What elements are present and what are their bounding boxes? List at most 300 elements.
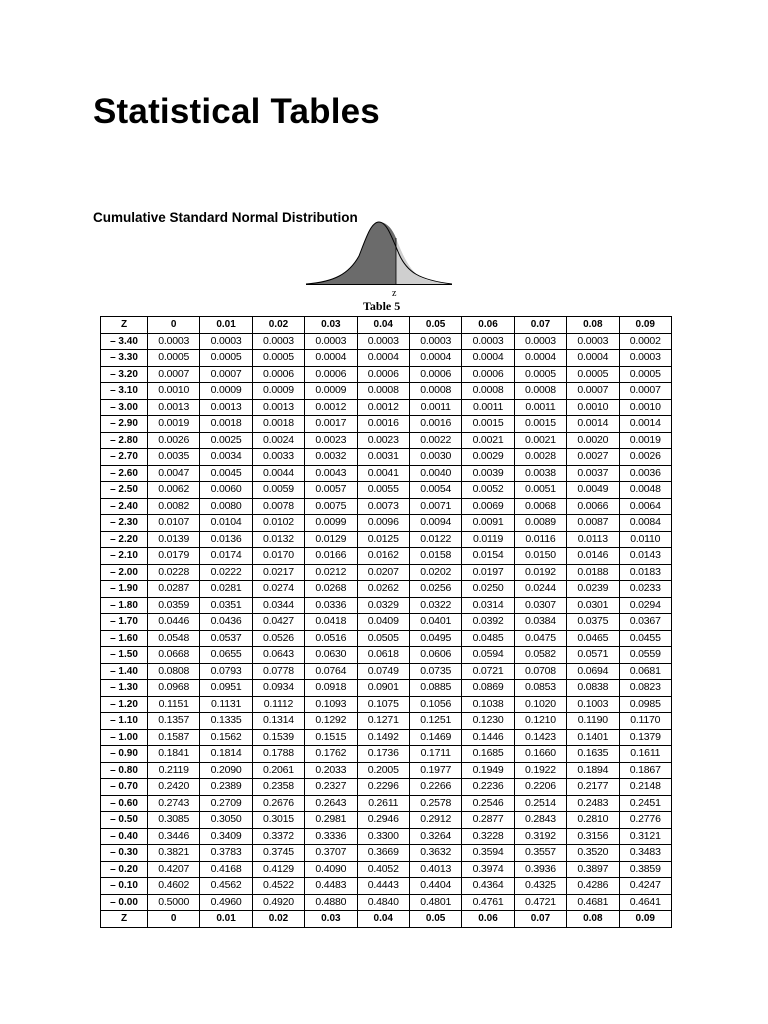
probability-cell: 0.2061 xyxy=(252,762,304,779)
probability-cell: 0.0336 xyxy=(305,597,357,614)
probability-cell: 0.0367 xyxy=(619,614,671,631)
probability-cell: 0.2981 xyxy=(305,812,357,829)
probability-cell: 0.0548 xyxy=(148,630,200,647)
row-z-value: – 0.40 xyxy=(101,828,148,845)
probability-cell: 0.0901 xyxy=(357,680,409,697)
probability-cell: 0.0040 xyxy=(409,465,461,482)
probability-cell: 0.0035 xyxy=(148,449,200,466)
probability-cell: 0.2912 xyxy=(409,812,461,829)
probability-cell: 0.0951 xyxy=(200,680,252,697)
table-row xyxy=(101,812,672,829)
probability-cell: 0.0003 xyxy=(252,333,304,350)
probability-cell: 0.3228 xyxy=(462,828,514,845)
row-z-value: – 3.00 xyxy=(101,399,148,416)
probability-cell: 0.0028 xyxy=(514,449,566,466)
probability-cell: 0.0016 xyxy=(357,416,409,433)
probability-cell: 0.0094 xyxy=(409,515,461,532)
probability-cell: 0.2546 xyxy=(462,795,514,812)
probability-cell: 0.0038 xyxy=(514,465,566,482)
probability-cell: 0.0154 xyxy=(462,548,514,565)
row-z-value: – 0.60 xyxy=(101,795,148,812)
probability-cell: 0.0294 xyxy=(619,597,671,614)
probability-cell: 0.0023 xyxy=(357,432,409,449)
table-row xyxy=(101,531,672,548)
probability-cell: 0.0268 xyxy=(305,581,357,598)
probability-cell: 0.4522 xyxy=(252,878,304,895)
probability-cell: 0.0301 xyxy=(567,597,619,614)
probability-cell: 0.0485 xyxy=(462,630,514,647)
probability-cell: 0.1292 xyxy=(305,713,357,730)
probability-cell: 0.0409 xyxy=(357,614,409,631)
probability-cell: 0.0694 xyxy=(567,663,619,680)
table-row xyxy=(101,449,672,466)
probability-cell: 0.0005 xyxy=(148,350,200,367)
probability-cell: 0.0071 xyxy=(409,498,461,515)
probability-cell: 0.0003 xyxy=(514,333,566,350)
probability-cell: 0.0004 xyxy=(567,350,619,367)
curve-tail-region xyxy=(396,238,452,284)
probability-cell: 0.2206 xyxy=(514,779,566,796)
probability-cell: 0.0082 xyxy=(148,498,200,515)
probability-cell: 0.0668 xyxy=(148,647,200,664)
probability-cell: 0.1056 xyxy=(409,696,461,713)
probability-cell: 0.0062 xyxy=(148,482,200,499)
probability-cell: 0.0655 xyxy=(200,647,252,664)
table-row xyxy=(101,713,672,730)
row-z-value: – 0.90 xyxy=(101,746,148,763)
probability-cell: 0.1788 xyxy=(252,746,304,763)
probability-cell: 0.2266 xyxy=(409,779,461,796)
probability-cell: 0.1587 xyxy=(148,729,200,746)
probability-cell: 0.0526 xyxy=(252,630,304,647)
probability-cell: 0.0008 xyxy=(514,383,566,400)
probability-cell: 0.2296 xyxy=(357,779,409,796)
probability-cell: 0.0054 xyxy=(409,482,461,499)
probability-cell: 0.0057 xyxy=(305,482,357,499)
probability-cell: 0.0022 xyxy=(409,432,461,449)
probability-cell: 0.4364 xyxy=(462,878,514,895)
probability-cell: 0.0495 xyxy=(409,630,461,647)
table-row xyxy=(101,333,672,350)
row-z-value: – 0.20 xyxy=(101,861,148,878)
probability-cell: 0.0010 xyxy=(567,399,619,416)
table-row xyxy=(101,482,672,499)
row-z-value: – 1.20 xyxy=(101,696,148,713)
probability-cell: 0.0250 xyxy=(462,581,514,598)
probability-cell: 0.0125 xyxy=(357,531,409,548)
probability-cell: 0.0202 xyxy=(409,564,461,581)
table-subtitle: Cumulative Standard Normal Distribution xyxy=(93,210,358,225)
probability-cell: 0.0018 xyxy=(252,416,304,433)
probability-cell: 0.3050 xyxy=(200,812,252,829)
probability-cell: 0.1736 xyxy=(357,746,409,763)
probability-cell: 0.1230 xyxy=(462,713,514,730)
probability-cell: 0.0329 xyxy=(357,597,409,614)
probability-cell: 0.1401 xyxy=(567,729,619,746)
probability-cell: 0.0045 xyxy=(200,465,252,482)
probability-cell: 0.0217 xyxy=(252,564,304,581)
probability-cell: 0.0322 xyxy=(409,597,461,614)
probability-cell: 0.1357 xyxy=(148,713,200,730)
table-row xyxy=(101,663,672,680)
row-z-value: – 2.90 xyxy=(101,416,148,433)
probability-cell: 0.0013 xyxy=(200,399,252,416)
row-z-value: – 0.10 xyxy=(101,878,148,895)
probability-cell: 0.0031 xyxy=(357,449,409,466)
probability-cell: 0.0274 xyxy=(252,581,304,598)
probability-cell: 0.3745 xyxy=(252,845,304,862)
probability-cell: 0.4325 xyxy=(514,878,566,895)
probability-cell: 0.1515 xyxy=(305,729,357,746)
probability-cell: 0.0885 xyxy=(409,680,461,697)
probability-cell: 0.1093 xyxy=(305,696,357,713)
probability-cell: 0.1151 xyxy=(148,696,200,713)
probability-cell: 0.3821 xyxy=(148,845,200,862)
probability-cell: 0.4052 xyxy=(357,861,409,878)
probability-cell: 0.1271 xyxy=(357,713,409,730)
probability-cell: 0.2327 xyxy=(305,779,357,796)
probability-cell: 0.0102 xyxy=(252,515,304,532)
probability-cell: 0.3300 xyxy=(357,828,409,845)
probability-cell: 0.0026 xyxy=(619,449,671,466)
table-footer xyxy=(101,911,672,928)
probability-cell: 0.0091 xyxy=(462,515,514,532)
probability-cell: 0.0934 xyxy=(252,680,304,697)
probability-cell: 0.0011 xyxy=(462,399,514,416)
footer-cell: 0.05 xyxy=(409,911,461,928)
header-cell: 0.06 xyxy=(462,317,514,334)
probability-cell: 0.0233 xyxy=(619,581,671,598)
table-row xyxy=(101,894,672,911)
probability-cell: 0.0401 xyxy=(409,614,461,631)
probability-cell: 0.3897 xyxy=(567,861,619,878)
row-z-value: – 2.80 xyxy=(101,432,148,449)
probability-cell: 0.0007 xyxy=(200,366,252,383)
probability-cell: 0.1949 xyxy=(462,762,514,779)
probability-cell: 0.0021 xyxy=(462,432,514,449)
probability-cell: 0.3859 xyxy=(619,861,671,878)
table-row xyxy=(101,696,672,713)
probability-cell: 0.1611 xyxy=(619,746,671,763)
row-z-value: – 0.30 xyxy=(101,845,148,862)
probability-cell: 0.1075 xyxy=(357,696,409,713)
probability-cell: 0.0537 xyxy=(200,630,252,647)
probability-cell: 0.1335 xyxy=(200,713,252,730)
probability-cell: 0.0968 xyxy=(148,680,200,697)
table-row xyxy=(101,729,672,746)
probability-cell: 0.1814 xyxy=(200,746,252,763)
probability-cell: 0.0011 xyxy=(409,399,461,416)
probability-cell: 0.2389 xyxy=(200,779,252,796)
probability-cell: 0.0594 xyxy=(462,647,514,664)
probability-cell: 0.1446 xyxy=(462,729,514,746)
probability-cell: 0.0025 xyxy=(200,432,252,449)
table-row xyxy=(101,548,672,565)
probability-cell: 0.0033 xyxy=(252,449,304,466)
probability-cell: 0.0055 xyxy=(357,482,409,499)
header-cell: 0.09 xyxy=(619,317,671,334)
probability-cell: 0.0006 xyxy=(252,366,304,383)
probability-cell: 0.0007 xyxy=(619,383,671,400)
row-z-value: – 1.70 xyxy=(101,614,148,631)
probability-cell: 0.0918 xyxy=(305,680,357,697)
table-header xyxy=(101,317,672,334)
table-row xyxy=(101,383,672,400)
probability-cell: 0.0735 xyxy=(409,663,461,680)
probability-cell: 0.0708 xyxy=(514,663,566,680)
table-row xyxy=(101,581,672,598)
probability-cell: 0.0003 xyxy=(357,333,409,350)
probability-cell: 0.4721 xyxy=(514,894,566,911)
probability-cell: 0.0096 xyxy=(357,515,409,532)
probability-cell: 0.0136 xyxy=(200,531,252,548)
footer-cell: 0.01 xyxy=(200,911,252,928)
probability-cell: 0.0005 xyxy=(514,366,566,383)
probability-cell: 0.0427 xyxy=(252,614,304,631)
probability-cell: 0.3372 xyxy=(252,828,304,845)
probability-cell: 0.1251 xyxy=(409,713,461,730)
probability-cell: 0.1977 xyxy=(409,762,461,779)
probability-cell: 0.0516 xyxy=(305,630,357,647)
table-row xyxy=(101,515,672,532)
probability-cell: 0.0681 xyxy=(619,663,671,680)
probability-cell: 0.0012 xyxy=(305,399,357,416)
probability-cell: 0.0018 xyxy=(200,416,252,433)
probability-cell: 0.2514 xyxy=(514,795,566,812)
probability-cell: 0.0192 xyxy=(514,564,566,581)
probability-cell: 0.0418 xyxy=(305,614,357,631)
header-cell: 0.07 xyxy=(514,317,566,334)
table-row xyxy=(101,597,672,614)
row-z-value: – 2.40 xyxy=(101,498,148,515)
row-z-value: – 2.30 xyxy=(101,515,148,532)
probability-cell: 0.0143 xyxy=(619,548,671,565)
probability-cell: 0.0384 xyxy=(514,614,566,631)
probability-cell: 0.3707 xyxy=(305,845,357,862)
probability-cell: 0.1469 xyxy=(409,729,461,746)
probability-cell: 0.0287 xyxy=(148,581,200,598)
probability-cell: 0.0089 xyxy=(514,515,566,532)
table-row xyxy=(101,680,672,697)
probability-cell: 0.0823 xyxy=(619,680,671,697)
probability-cell: 0.0207 xyxy=(357,564,409,581)
footer-cell: 0.02 xyxy=(252,911,304,928)
table-row xyxy=(101,779,672,796)
probability-cell: 0.0003 xyxy=(462,333,514,350)
probability-cell: 0.0344 xyxy=(252,597,304,614)
probability-cell: 0.4404 xyxy=(409,878,461,895)
probability-cell: 0.2236 xyxy=(462,779,514,796)
probability-cell: 0.0004 xyxy=(357,350,409,367)
row-z-value: – 2.50 xyxy=(101,482,148,499)
probability-cell: 0.1841 xyxy=(148,746,200,763)
probability-cell: 0.1894 xyxy=(567,762,619,779)
probability-cell: 0.0003 xyxy=(148,333,200,350)
footer-cell-z: Z xyxy=(101,911,148,928)
probability-cell: 0.3446 xyxy=(148,828,200,845)
probability-cell: 0.0044 xyxy=(252,465,304,482)
probability-cell: 0.1685 xyxy=(462,746,514,763)
row-z-value: – 3.20 xyxy=(101,366,148,383)
probability-cell: 0.1210 xyxy=(514,713,566,730)
normal-curve-illustration xyxy=(304,216,454,302)
probability-cell: 0.0008 xyxy=(409,383,461,400)
probability-cell: 0.0017 xyxy=(305,416,357,433)
probability-cell: 0.0003 xyxy=(619,350,671,367)
probability-cell: 0.0066 xyxy=(567,498,619,515)
probability-cell: 0.0158 xyxy=(409,548,461,565)
row-z-value: – 1.30 xyxy=(101,680,148,697)
probability-cell: 0.0985 xyxy=(619,696,671,713)
probability-cell: 0.0010 xyxy=(148,383,200,400)
probability-cell: 0.0643 xyxy=(252,647,304,664)
probability-cell: 0.0087 xyxy=(567,515,619,532)
probability-cell: 0.4013 xyxy=(409,861,461,878)
page-title: Statistical Tables xyxy=(93,92,380,131)
probability-cell: 0.1635 xyxy=(567,746,619,763)
probability-cell: 0.0006 xyxy=(409,366,461,383)
probability-cell: 0.2810 xyxy=(567,812,619,829)
probability-cell: 0.0049 xyxy=(567,482,619,499)
probability-cell: 0.0014 xyxy=(567,416,619,433)
probability-cell: 0.2676 xyxy=(252,795,304,812)
probability-cell: 0.3015 xyxy=(252,812,304,829)
probability-cell: 0.3557 xyxy=(514,845,566,862)
probability-cell: 0.1112 xyxy=(252,696,304,713)
table-row xyxy=(101,416,672,433)
probability-cell: 0.1562 xyxy=(200,729,252,746)
z-table xyxy=(100,316,672,928)
probability-cell: 0.2709 xyxy=(200,795,252,812)
probability-cell: 0.0036 xyxy=(619,465,671,482)
probability-cell: 0.0005 xyxy=(200,350,252,367)
row-z-value: – 1.90 xyxy=(101,581,148,598)
table-row xyxy=(101,564,672,581)
probability-cell: 0.0003 xyxy=(200,333,252,350)
probability-cell: 0.0107 xyxy=(148,515,200,532)
table-row xyxy=(101,861,672,878)
table-header-row xyxy=(101,317,672,334)
probability-cell: 0.0007 xyxy=(567,383,619,400)
probability-cell: 0.3336 xyxy=(305,828,357,845)
probability-cell: 0.0375 xyxy=(567,614,619,631)
probability-cell: 0.1922 xyxy=(514,762,566,779)
probability-cell: 0.0003 xyxy=(305,333,357,350)
header-cell: 0.01 xyxy=(200,317,252,334)
probability-cell: 0.0778 xyxy=(252,663,304,680)
probability-cell: 0.3936 xyxy=(514,861,566,878)
probability-cell: 0.3632 xyxy=(409,845,461,862)
probability-cell: 0.2483 xyxy=(567,795,619,812)
probability-cell: 0.4920 xyxy=(252,894,304,911)
probability-cell: 0.0465 xyxy=(567,630,619,647)
probability-cell: 0.0606 xyxy=(409,647,461,664)
probability-cell: 0.2877 xyxy=(462,812,514,829)
probability-cell: 0.0006 xyxy=(462,366,514,383)
probability-cell: 0.0446 xyxy=(148,614,200,631)
probability-cell: 0.0174 xyxy=(200,548,252,565)
probability-cell: 0.0132 xyxy=(252,531,304,548)
probability-cell: 0.3121 xyxy=(619,828,671,845)
probability-cell: 0.1539 xyxy=(252,729,304,746)
footer-cell: 0.03 xyxy=(305,911,357,928)
probability-cell: 0.0059 xyxy=(252,482,304,499)
probability-cell: 0.1020 xyxy=(514,696,566,713)
probability-cell: 0.0078 xyxy=(252,498,304,515)
header-cell: 0.03 xyxy=(305,317,357,334)
probability-cell: 0.0013 xyxy=(148,399,200,416)
probability-cell: 0.2119 xyxy=(148,762,200,779)
probability-cell: 0.0026 xyxy=(148,432,200,449)
probability-cell: 0.4840 xyxy=(357,894,409,911)
probability-cell: 0.0749 xyxy=(357,663,409,680)
probability-cell: 0.0009 xyxy=(305,383,357,400)
probability-cell: 0.0392 xyxy=(462,614,514,631)
probability-cell: 0.0073 xyxy=(357,498,409,515)
probability-cell: 0.4247 xyxy=(619,878,671,895)
probability-cell: 0.0069 xyxy=(462,498,514,515)
probability-cell: 0.0003 xyxy=(409,333,461,350)
probability-cell: 0.0099 xyxy=(305,515,357,532)
probability-cell: 0.0853 xyxy=(514,680,566,697)
probability-cell: 0.0197 xyxy=(462,564,514,581)
row-z-value: – 3.30 xyxy=(101,350,148,367)
probability-cell: 0.0005 xyxy=(567,366,619,383)
table-row xyxy=(101,647,672,664)
row-z-value: – 1.00 xyxy=(101,729,148,746)
probability-cell: 0.0582 xyxy=(514,647,566,664)
probability-cell: 0.4443 xyxy=(357,878,409,895)
header-cell-z: Z xyxy=(101,317,148,334)
probability-cell: 0.4286 xyxy=(567,878,619,895)
probability-cell: 0.3264 xyxy=(409,828,461,845)
probability-cell: 0.0032 xyxy=(305,449,357,466)
probability-cell: 0.0051 xyxy=(514,482,566,499)
table-row xyxy=(101,762,672,779)
probability-cell: 0.0244 xyxy=(514,581,566,598)
table-footer-row xyxy=(101,911,672,928)
probability-cell: 0.2643 xyxy=(305,795,357,812)
probability-cell: 0.0084 xyxy=(619,515,671,532)
probability-cell: 0.0034 xyxy=(200,449,252,466)
probability-cell: 0.0004 xyxy=(409,350,461,367)
probability-cell: 0.0052 xyxy=(462,482,514,499)
probability-cell: 0.2358 xyxy=(252,779,304,796)
probability-cell: 0.5000 xyxy=(148,894,200,911)
curve-z-label: z xyxy=(392,288,397,299)
probability-cell: 0.0014 xyxy=(619,416,671,433)
header-cell: 0.02 xyxy=(252,317,304,334)
probability-cell: 0.3156 xyxy=(567,828,619,845)
probability-cell: 0.0122 xyxy=(409,531,461,548)
probability-cell: 0.2090 xyxy=(200,762,252,779)
table-body xyxy=(101,333,672,911)
probability-cell: 0.0256 xyxy=(409,581,461,598)
probability-cell: 0.0104 xyxy=(200,515,252,532)
probability-cell: 0.1867 xyxy=(619,762,671,779)
probability-cell: 0.0009 xyxy=(200,383,252,400)
probability-cell: 0.0030 xyxy=(409,449,461,466)
probability-cell: 0.0119 xyxy=(462,531,514,548)
probability-cell: 0.0009 xyxy=(252,383,304,400)
probability-cell: 0.0150 xyxy=(514,548,566,565)
probability-cell: 0.0019 xyxy=(619,432,671,449)
probability-cell: 0.4681 xyxy=(567,894,619,911)
probability-cell: 0.0005 xyxy=(619,366,671,383)
probability-cell: 0.0002 xyxy=(619,333,671,350)
row-z-value: – 2.70 xyxy=(101,449,148,466)
probability-cell: 0.0455 xyxy=(619,630,671,647)
